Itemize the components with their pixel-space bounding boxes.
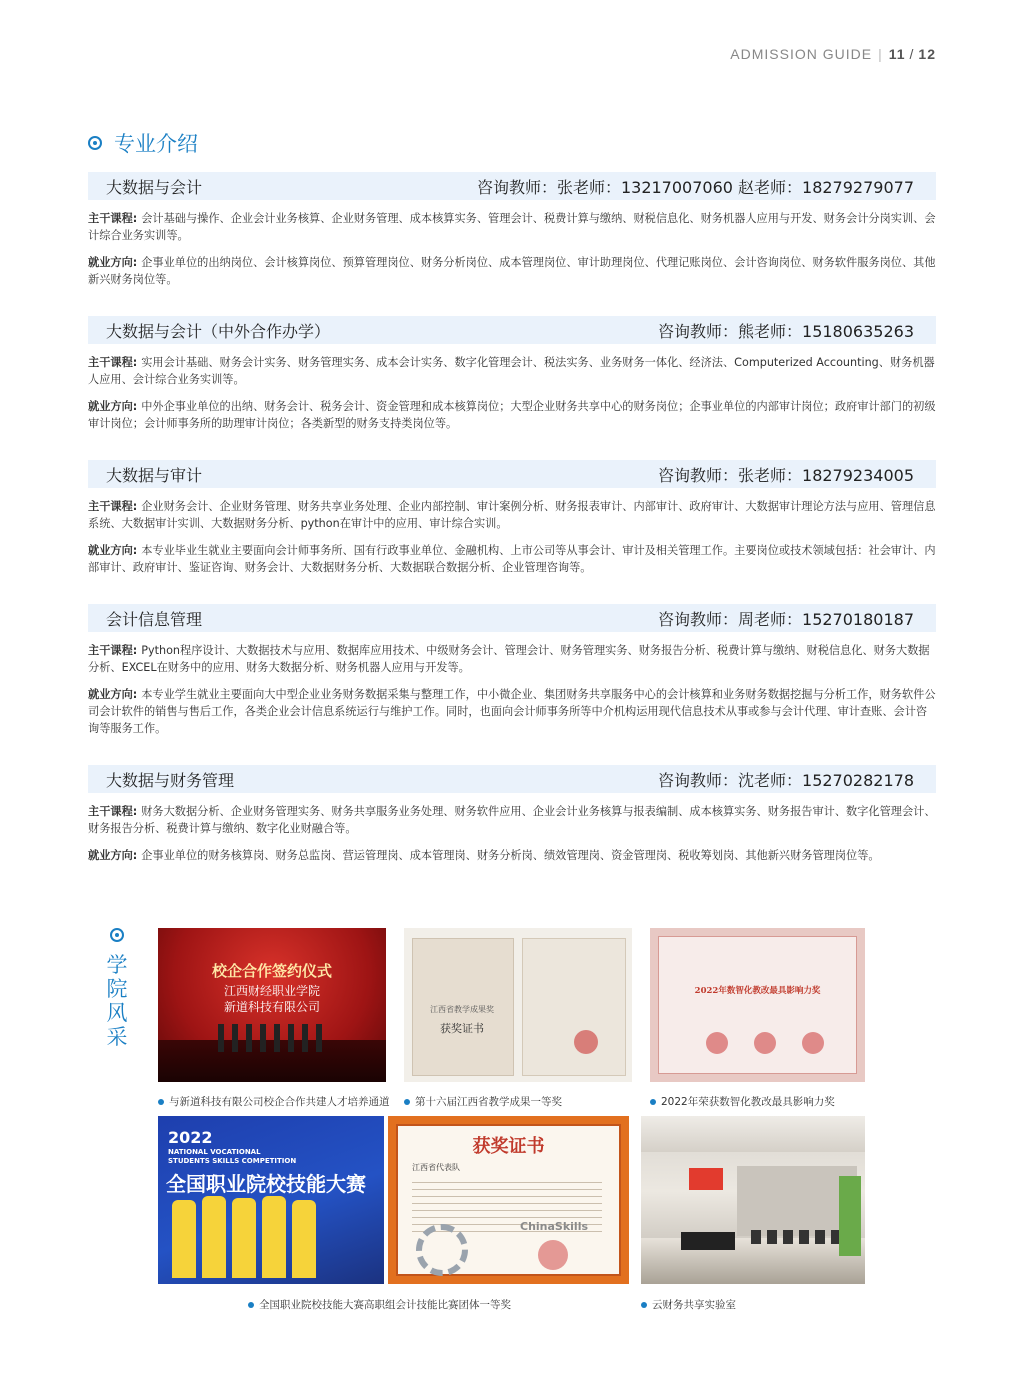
major-item	[88, 604, 936, 737]
jobs-text: 企事业单位的财务核算岗、财务总监岗、营运管理岗、成本管理岗、财务分析岗、绩效管理岗、资金管理岗、税收筹划岗、其他新兴财务管理岗位等。	[141, 849, 880, 862]
major-name: 会计信息管理	[106, 609, 203, 629]
photo2-title: 江西省教学成果奖	[430, 1005, 494, 1014]
plants	[839, 1176, 861, 1256]
desk-icon	[681, 1232, 735, 1250]
red-seal-icon	[538, 1240, 568, 1270]
caption	[158, 1094, 390, 1109]
major-contact: 咨询教师：周老师：15270180187	[658, 609, 914, 629]
major-header	[88, 765, 936, 793]
major-contact: 咨询教师：张老师：13217007060 赵老师：18279279077	[476, 177, 914, 197]
ring-icon	[88, 136, 102, 150]
jobs-label: 就业方向:	[88, 400, 138, 413]
majors-list	[88, 172, 936, 892]
caption-text: 2022年荣获数智化教改最具影响力奖	[661, 1096, 835, 1108]
courses-text: 企业财务会计、企业财务管理、财务共享业务处理、企业内部控制、审计案例分析、财务报表审计、内部审计、政府审计、大数据审计理论方法与应用、管理信息系统、大数据审计实训、大数据财务分析、python在审计中的应用、审计综合实训。	[88, 500, 936, 530]
courses-text: 会计基础与操作、企业会计业务核算、企业财务管理、成本核算实务、管理会计、税费计算与缴纳、财税信息化、财务机器人应用与开发、财务会计分岗实训、会计综合业务实训等。	[88, 212, 936, 242]
caption	[404, 1094, 562, 1109]
major-header	[88, 604, 936, 632]
major-name: 大数据与会计	[106, 177, 203, 197]
cert-right-page	[522, 938, 626, 1076]
ring-icon	[110, 928, 124, 942]
jobs-text: 企事业单位的出纳岗位、会计核算岗位、预算管理岗位、财务分析岗位、成本管理岗位、审计助理岗位、代理记账岗位、会计咨询岗位、财务软件服务岗位、其他新兴财务岗位等。	[88, 256, 936, 286]
photo-competition-certificate	[388, 1116, 629, 1284]
jobs-text: 中外企事业单位的出纳、财务会计、税务会计、资金管理和成本核算岗位；大型企业财务共享中心的财务岗位；企事业单位的内部审计岗位；政府审计部门的初级审计岗位；会计师事务所的助理审计岗位；各类新型的财务支持类岗位等。	[88, 400, 936, 430]
major-courses	[88, 498, 936, 532]
major-header	[88, 172, 936, 200]
major-item	[88, 765, 936, 864]
caption	[641, 1297, 736, 1312]
jobs-label: 就业方向:	[88, 688, 138, 701]
floor	[641, 1238, 865, 1284]
major-jobs	[88, 847, 936, 864]
jobs-text: 本专业学生就业主要面向大中型企业业务财务数据采集与整理工作，中小微企业、集团财务共享服务中心的会计核算和业务财务数据挖掘与分析工作，财务软件公司会计软件的销售与售后工作，各类企业会计信息系统运行与维护工作。同时，也面向会计师事务所等中介机构运用现代信息技术从事或参与会计代理、审计查账、会计咨询等服务工作。	[88, 688, 936, 735]
photo4-en1: NATIONAL VOCATIONAL	[168, 1148, 261, 1156]
person-figure	[172, 1200, 196, 1278]
person-figure	[292, 1200, 316, 1278]
gear-icon	[416, 1224, 468, 1276]
photo-signing-ceremony	[158, 928, 386, 1082]
caption	[248, 1297, 511, 1312]
photo4-year: 2022	[168, 1128, 213, 1147]
photo-teaching-certificate	[404, 928, 632, 1082]
feature-title	[105, 928, 129, 1049]
major-name: 大数据与财务管理	[106, 770, 235, 790]
major-jobs	[88, 398, 936, 432]
feature-title-char: 院	[106, 977, 128, 1001]
caption-text: 全国职业院校技能大赛高职组会计技能比赛团体一等奖	[259, 1299, 511, 1311]
photo1-people	[218, 1024, 326, 1052]
bullet-dot-icon	[248, 1302, 254, 1308]
major-courses	[88, 210, 936, 244]
major-contact: 咨询教师：熊老师：15180635263	[658, 321, 914, 341]
caption	[650, 1094, 835, 1109]
jobs-label: 就业方向:	[88, 849, 138, 862]
header-slash: /	[909, 46, 915, 62]
photo3-title: 2022年数智化教改最具影响力奖	[694, 986, 821, 996]
red-seal-icon	[574, 1030, 598, 1054]
bullet-dot-icon	[641, 1302, 647, 1308]
header-label: ADMISSION GUIDE	[730, 46, 873, 62]
person-figure	[232, 1198, 256, 1278]
major-jobs	[88, 686, 936, 737]
caption-text: 与新道科技有限公司校企合作共建人才培养通道	[169, 1096, 390, 1108]
photo2-subtitle: 获奖证书	[440, 1022, 484, 1035]
major-contact: 咨询教师：张老师：18279234005	[658, 465, 914, 485]
red-seal-icon	[754, 1032, 776, 1054]
major-item	[88, 172, 936, 288]
bullet-dot-icon	[404, 1099, 410, 1105]
feature-title-char: 采	[106, 1025, 128, 1049]
bullet-dot-icon	[650, 1099, 656, 1105]
major-jobs	[88, 254, 936, 288]
photo4-en2: STUDENTS SKILLS COMPETITION	[168, 1157, 297, 1165]
photo1-line3: 新道科技有限公司	[223, 1000, 320, 1014]
section-title-text: 专业介绍	[114, 132, 198, 156]
jobs-text: 本专业毕业生就业主要面向会计师事务所、国有行政事业单位、金融机构、上市公司等从事会计、审计及相关管理工作。主要岗位或技术领域包括：社会审计、内部审计、政府审计、鉴证咨询、财务会计、大数据财务分析、大数据联合数据分析、企业管理咨询等。	[88, 544, 936, 574]
courses-label: 主干课程:	[88, 805, 138, 818]
major-item	[88, 316, 936, 432]
photo-skills-competition	[158, 1116, 384, 1284]
award-inner	[658, 936, 857, 1074]
photo1-line1: 校企合作签约仪式	[211, 962, 332, 980]
major-courses	[88, 803, 936, 837]
logo-wall-icon	[689, 1168, 723, 1190]
courses-text: 实用会计基础、财务会计实务、财务管理实务、成本会计实务、数字化管理会计、税法实务、业务财务一体化、经济法、Computerized Accounting、财务机器人应用、会计综合业务实训等。	[88, 356, 935, 386]
major-jobs	[88, 542, 936, 576]
major-courses	[88, 354, 936, 388]
major-name: 大数据与审计	[106, 465, 203, 485]
courses-label: 主干课程:	[88, 212, 138, 225]
page-header	[730, 46, 936, 62]
photo4-zh: 全国职业院校技能大赛	[166, 1172, 366, 1196]
courses-label: 主干课程:	[88, 500, 138, 513]
header-page: 11	[888, 46, 906, 62]
section-title	[88, 128, 198, 158]
caption-text: 第十六届江西省教学成果一等奖	[415, 1096, 562, 1108]
person-figure	[262, 1196, 286, 1278]
photo-digital-award	[650, 928, 865, 1082]
photo-cloud-lab	[641, 1116, 865, 1284]
caption-text: 云财务共享实验室	[652, 1299, 736, 1311]
bullet-dot-icon	[158, 1099, 164, 1105]
major-contact: 咨询教师：沈老师：15270282178	[658, 770, 914, 790]
major-name: 大数据与会计（中外合作办学）	[106, 321, 331, 341]
courses-text: 财务大数据分析、企业财务管理实务、财务共享服务业务处理、财务软件应用、企业会计业务核算与报表编制、成本核算实务、财务报告审计、数字化管理会计、财务报告分析、税费计算与缴纳、数字化业财融合等。	[88, 805, 936, 835]
major-header	[88, 316, 936, 344]
ceiling	[641, 1116, 865, 1152]
photo5-team: 江西省代表队	[412, 1163, 460, 1172]
header-separator: |	[878, 46, 883, 62]
jobs-label: 就业方向:	[88, 544, 138, 557]
major-item	[88, 460, 936, 576]
courses-text: Python程序设计、大数据技术与应用、数据库应用技术、中级财务会计、管理会计、财务管理实务、财务报告分析、税费计算与缴纳、财税信息化、财务大数据分析、EXCEL在财务中的应用、财务大数据分析、财务机器人应用与开发等。	[88, 644, 930, 674]
feature-title-char: 风	[106, 1001, 128, 1025]
major-courses	[88, 642, 936, 676]
courses-label: 主干课程:	[88, 356, 138, 369]
header-total: 12	[918, 46, 936, 62]
photo5-brand: ChinaSkills	[520, 1220, 589, 1233]
courses-label: 主干课程:	[88, 644, 138, 657]
person-figure	[202, 1196, 226, 1278]
feature-title-char: 学	[106, 953, 128, 977]
red-seal-icon	[706, 1032, 728, 1054]
red-seal-icon	[802, 1032, 824, 1054]
photo1-line2: 江西财经职业学院	[223, 984, 320, 998]
major-header	[88, 460, 936, 488]
photo5-title: 获奖证书	[472, 1136, 545, 1157]
jobs-label: 就业方向:	[88, 256, 138, 269]
